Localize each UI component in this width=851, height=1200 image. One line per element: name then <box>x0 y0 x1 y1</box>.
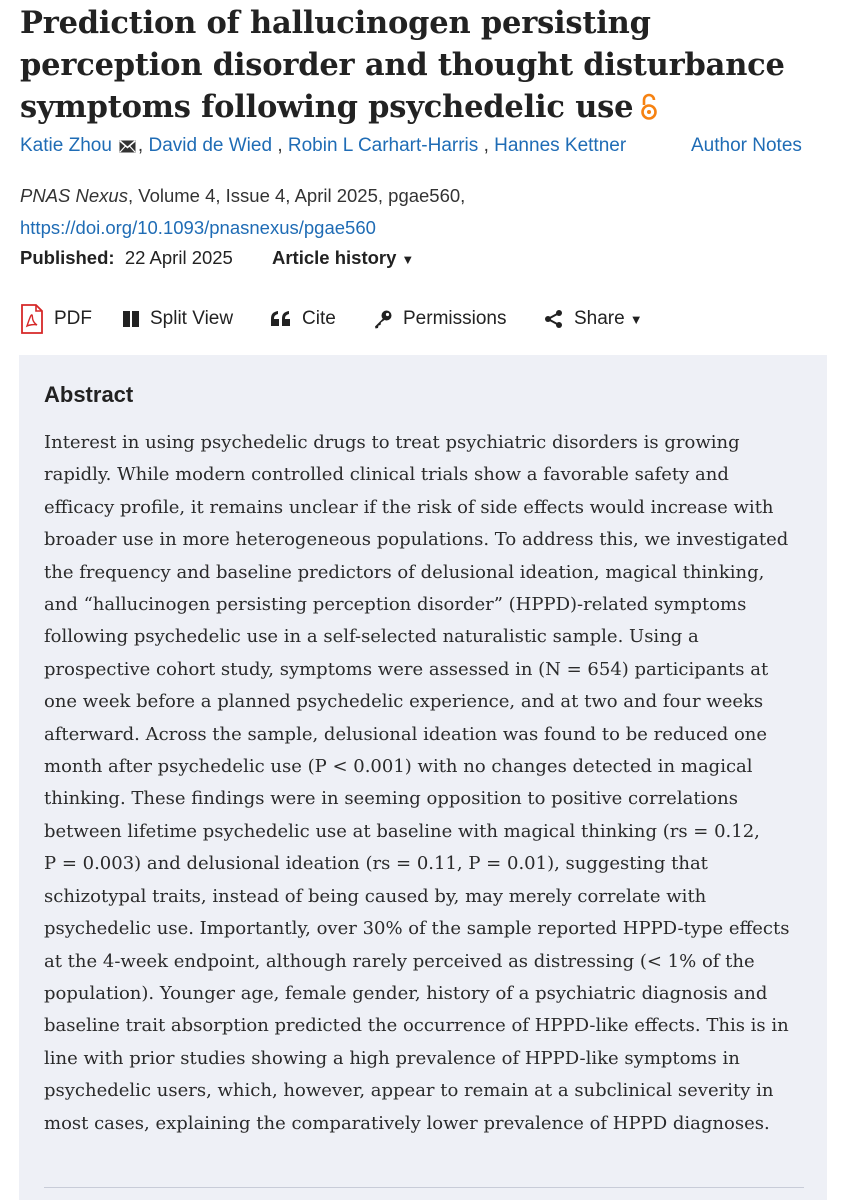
section-divider <box>44 1187 804 1188</box>
author-link-robin-carhart-harris[interactable]: Robin L Carhart-Harris <box>287 135 479 156</box>
abstract-line: the frequency and baseline predictors of delusional ideation, magical thinking, <box>44 561 765 583</box>
quote-icon <box>270 310 292 328</box>
abstract-line: baseline trait absorption predicted the occurrence of HPPD-like effects. This is in <box>44 1015 789 1037</box>
envelope-icon[interactable] <box>119 135 136 161</box>
author-link-hannes-kettner[interactable]: Hannes Kettner <box>494 135 627 156</box>
share-dropdown[interactable] <box>544 302 643 336</box>
citation-line <box>20 180 465 212</box>
abstract-line: thinking. These findings were in seeming opposition to positive correlations <box>44 788 738 810</box>
abstract-line: one week before a planned psychedelic experience, and at two and four weeks <box>44 691 764 713</box>
abstract-line: following psychedelic use in a self-selected naturalistic sample. Using a <box>44 626 699 648</box>
published-label: Published: <box>20 247 115 268</box>
abstract-line: and “hallucinogen persisting perception disorder” (HPPD)-related symptoms <box>44 594 747 616</box>
cite-button[interactable] <box>270 302 336 336</box>
abstract-line: psychedelic use. Importantly, over 30% of the sample reported HPPD-type effects <box>44 918 790 940</box>
abstract-line: afterward. Across the sample, delusional ideation was found to be reduced one <box>44 723 768 745</box>
author-list <box>20 133 840 161</box>
pdf-button[interactable] <box>20 302 92 336</box>
share-icon <box>544 309 564 329</box>
abstract-line: between lifetime psychedelic use at baseline with magical thinking (rs = 0.12, <box>44 820 760 842</box>
abstract-line: broader use in more heterogeneous populations. To address this, we investigated <box>44 529 789 551</box>
published-date: 22 April 2025 <box>124 247 233 268</box>
publication-row <box>20 244 414 274</box>
author-separator: , <box>277 135 283 156</box>
article-history-label: Article history <box>272 247 397 268</box>
abstract-line: efficacy profile, it remains unclear if the risk of side effects would increase with <box>44 496 774 518</box>
citation-block <box>20 180 465 244</box>
pdf-icon <box>20 304 44 334</box>
abstract-section <box>19 355 827 1200</box>
article-title <box>20 2 835 132</box>
abstract-line: P = 0.003) and delusional ideation (rs = 0.11, P = 0.01), suggesting that <box>44 853 708 875</box>
abstract-line: month after psychedelic use (P < 0.001) with no changes detected in magical <box>44 756 753 778</box>
split-view-icon <box>122 310 140 328</box>
abstract-line: psychedelic users, which, however, appear to remain at a subclinical severity in <box>44 1080 774 1102</box>
abstract-line: population). Younger age, female gender, history of a psychiatric diagnosis and <box>44 982 768 1004</box>
citation-details: , Volume 4, Issue 4, April 2025, pgae560, <box>127 185 466 206</box>
author-separator: , <box>137 135 144 156</box>
abstract-heading: Abstract <box>44 382 134 407</box>
abstract-line: Interest in using psychedelic drugs to treat psychiatric disorders is growing <box>44 432 740 453</box>
author-notes-link[interactable]: Author Notes <box>691 135 802 156</box>
permissions-label: Permissions <box>403 308 507 329</box>
open-access-icon <box>639 90 659 132</box>
journal-name: PNAS Nexus <box>20 185 128 206</box>
cite-label: Cite <box>302 308 336 329</box>
abstract-line: rapidly. While modern controlled clinical trials show a favorable safety and <box>44 464 729 486</box>
doi-link[interactable]: https://doi.org/10.1093/pnasnexus/pgae560 <box>20 217 376 238</box>
key-icon <box>373 309 393 329</box>
permissions-button[interactable] <box>373 302 506 336</box>
article-history-dropdown[interactable] <box>272 247 414 268</box>
author-link-katie-zhou[interactable]: Katie Zhou <box>20 135 112 156</box>
pdf-label: PDF <box>54 308 92 329</box>
caret-down-icon: ▼ <box>629 311 643 327</box>
abstract-line: prospective cohort study, symptoms were assessed in (N = 654) participants at <box>44 658 769 680</box>
author-link-david-de-wied[interactable]: David de Wied <box>148 135 273 156</box>
abstract-line: at the 4-week endpoint, although rarely perceived as distressing (< 1% of the <box>44 950 755 972</box>
share-label: Share <box>574 308 625 329</box>
article-toolbar <box>20 302 840 336</box>
split-view-button[interactable] <box>122 302 233 336</box>
abstract-text <box>44 427 804 1140</box>
author-separator: , <box>483 135 489 156</box>
abstract-line: line with prior studies showing a high prevalence of HPPD-like symptoms in <box>44 1047 740 1069</box>
abstract-line: schizotypal traits, instead of being caused by, may merely correlate with <box>44 885 707 907</box>
article-title-text: Prediction of hallucinogen persisting perception disorder and thought disturbance symptoms following psychedelic use <box>20 5 785 125</box>
split-view-label: Split View <box>150 308 234 329</box>
abstract-line: most cases, explaining the comparatively lower prevalence of HPPD diagnoses. <box>44 1112 770 1134</box>
caret-down-icon: ▼ <box>401 252 415 267</box>
